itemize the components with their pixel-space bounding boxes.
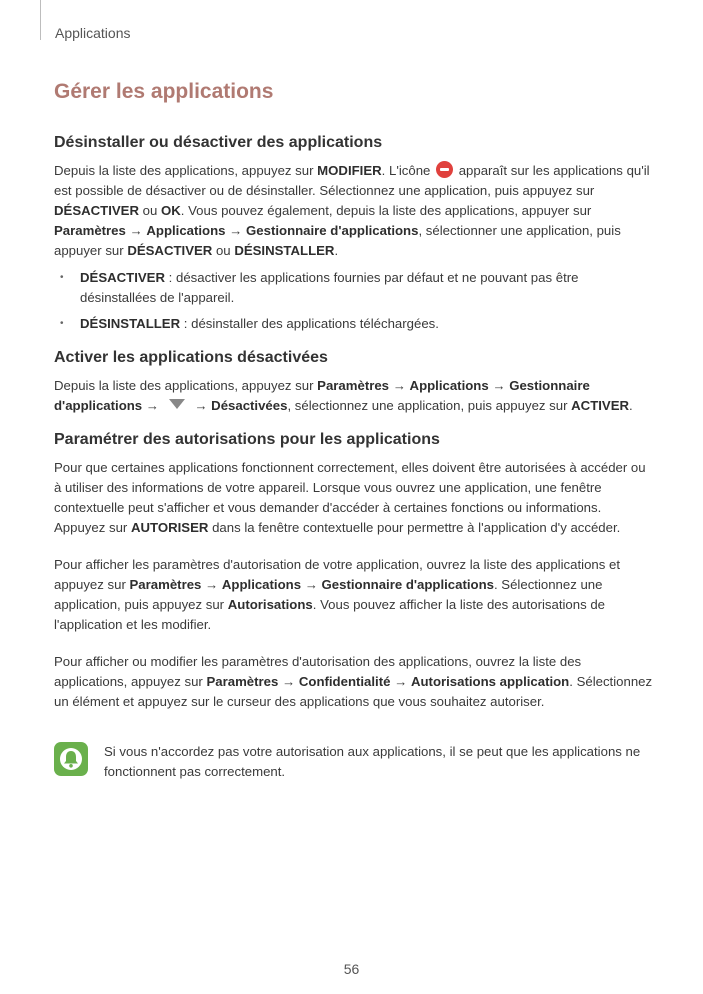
section-heading: Paramétrer des autorisations pour les applications	[54, 431, 440, 448]
section-permissions	[54, 431, 654, 712]
section-paragraph: Depuis la liste des applications, appuyez sur Paramètres → Applications → Gestionnaire d'applications → → Désactivées, sélectionnez une application, puis appuyez sur ACTIVER.	[54, 378, 633, 413]
running-head-label: Applications	[55, 25, 131, 41]
bullet-list	[54, 268, 654, 334]
list-item: • DÉSACTIVER : désactiver les applications fournies par défaut et ne pouvant pas être désinstallées de l'appareil.	[54, 268, 654, 308]
minus-icon	[436, 161, 453, 178]
page-title: Gérer les applications	[54, 80, 274, 103]
section-paragraph: Pour afficher ou modifier les paramètres d'autorisation des applications, ouvrez la liste des applications, appuyez sur Paramètres → Confidentialité → Autorisations application. Sélectionnez un élément et appuyez sur le curseur des applications que vous souhaitez autoriser.	[54, 654, 653, 709]
page-content	[54, 80, 654, 712]
section-heading: Désinstaller ou désactiver des applications	[54, 134, 383, 151]
bell-icon	[54, 742, 88, 776]
section-enable-disabled	[54, 349, 654, 416]
section-heading: Activer les applications désactivées	[54, 349, 328, 366]
section-uninstall-disable	[54, 134, 654, 334]
section-paragraph: Pour que certaines applications fonctionnent correctement, elles doivent être autorisées à accéder ou à utiliser des informations de votre appareil. Lorsque vous ouvrez une application, une fenêtre contextuelle peut s'afficher et vous demander d'accéder à certaines fonctions ou informations. Appuyez sur AUTORISER dans la fenêtre contextuelle pour permettre à l'application d'y accéder.	[54, 460, 646, 535]
note-text: Si vous n'accordez pas votre autorisation aux applications, il se peut que les applications ne fonctionnent pas correctement.	[104, 744, 641, 779]
dropdown-icon	[169, 399, 185, 409]
running-head	[40, 0, 131, 41]
section-paragraph: Pour afficher les paramètres d'autorisation de votre application, ouvrez la liste des applications et appuyez sur Paramètres → Applications → Gestionnaire d'applications. Sélectionnez une application, puis appuyez sur Autorisations. Vous pouvez afficher la liste des autorisations de l'application et les modifier.	[54, 557, 620, 632]
section-paragraph: Depuis la liste des applications, appuyez sur MODIFIER. L'icône apparaît sur les applications qu'il est possible de désactiver ou de désinstaller. Sélectionnez une application, puis appuyez sur DÉSACTIVER ou OK. Vous pouvez également, depuis la liste des applications, appuyer sur Paramètres → Applications → Gestionnaire d'applications, sélectionner une application, puis appuyer sur DÉSACTIVER ou DÉSINSTALLER.	[54, 163, 650, 258]
page-number: 56	[343, 961, 360, 977]
list-item: • DÉSINSTALLER : désinstaller des applications téléchargées.	[54, 314, 654, 334]
